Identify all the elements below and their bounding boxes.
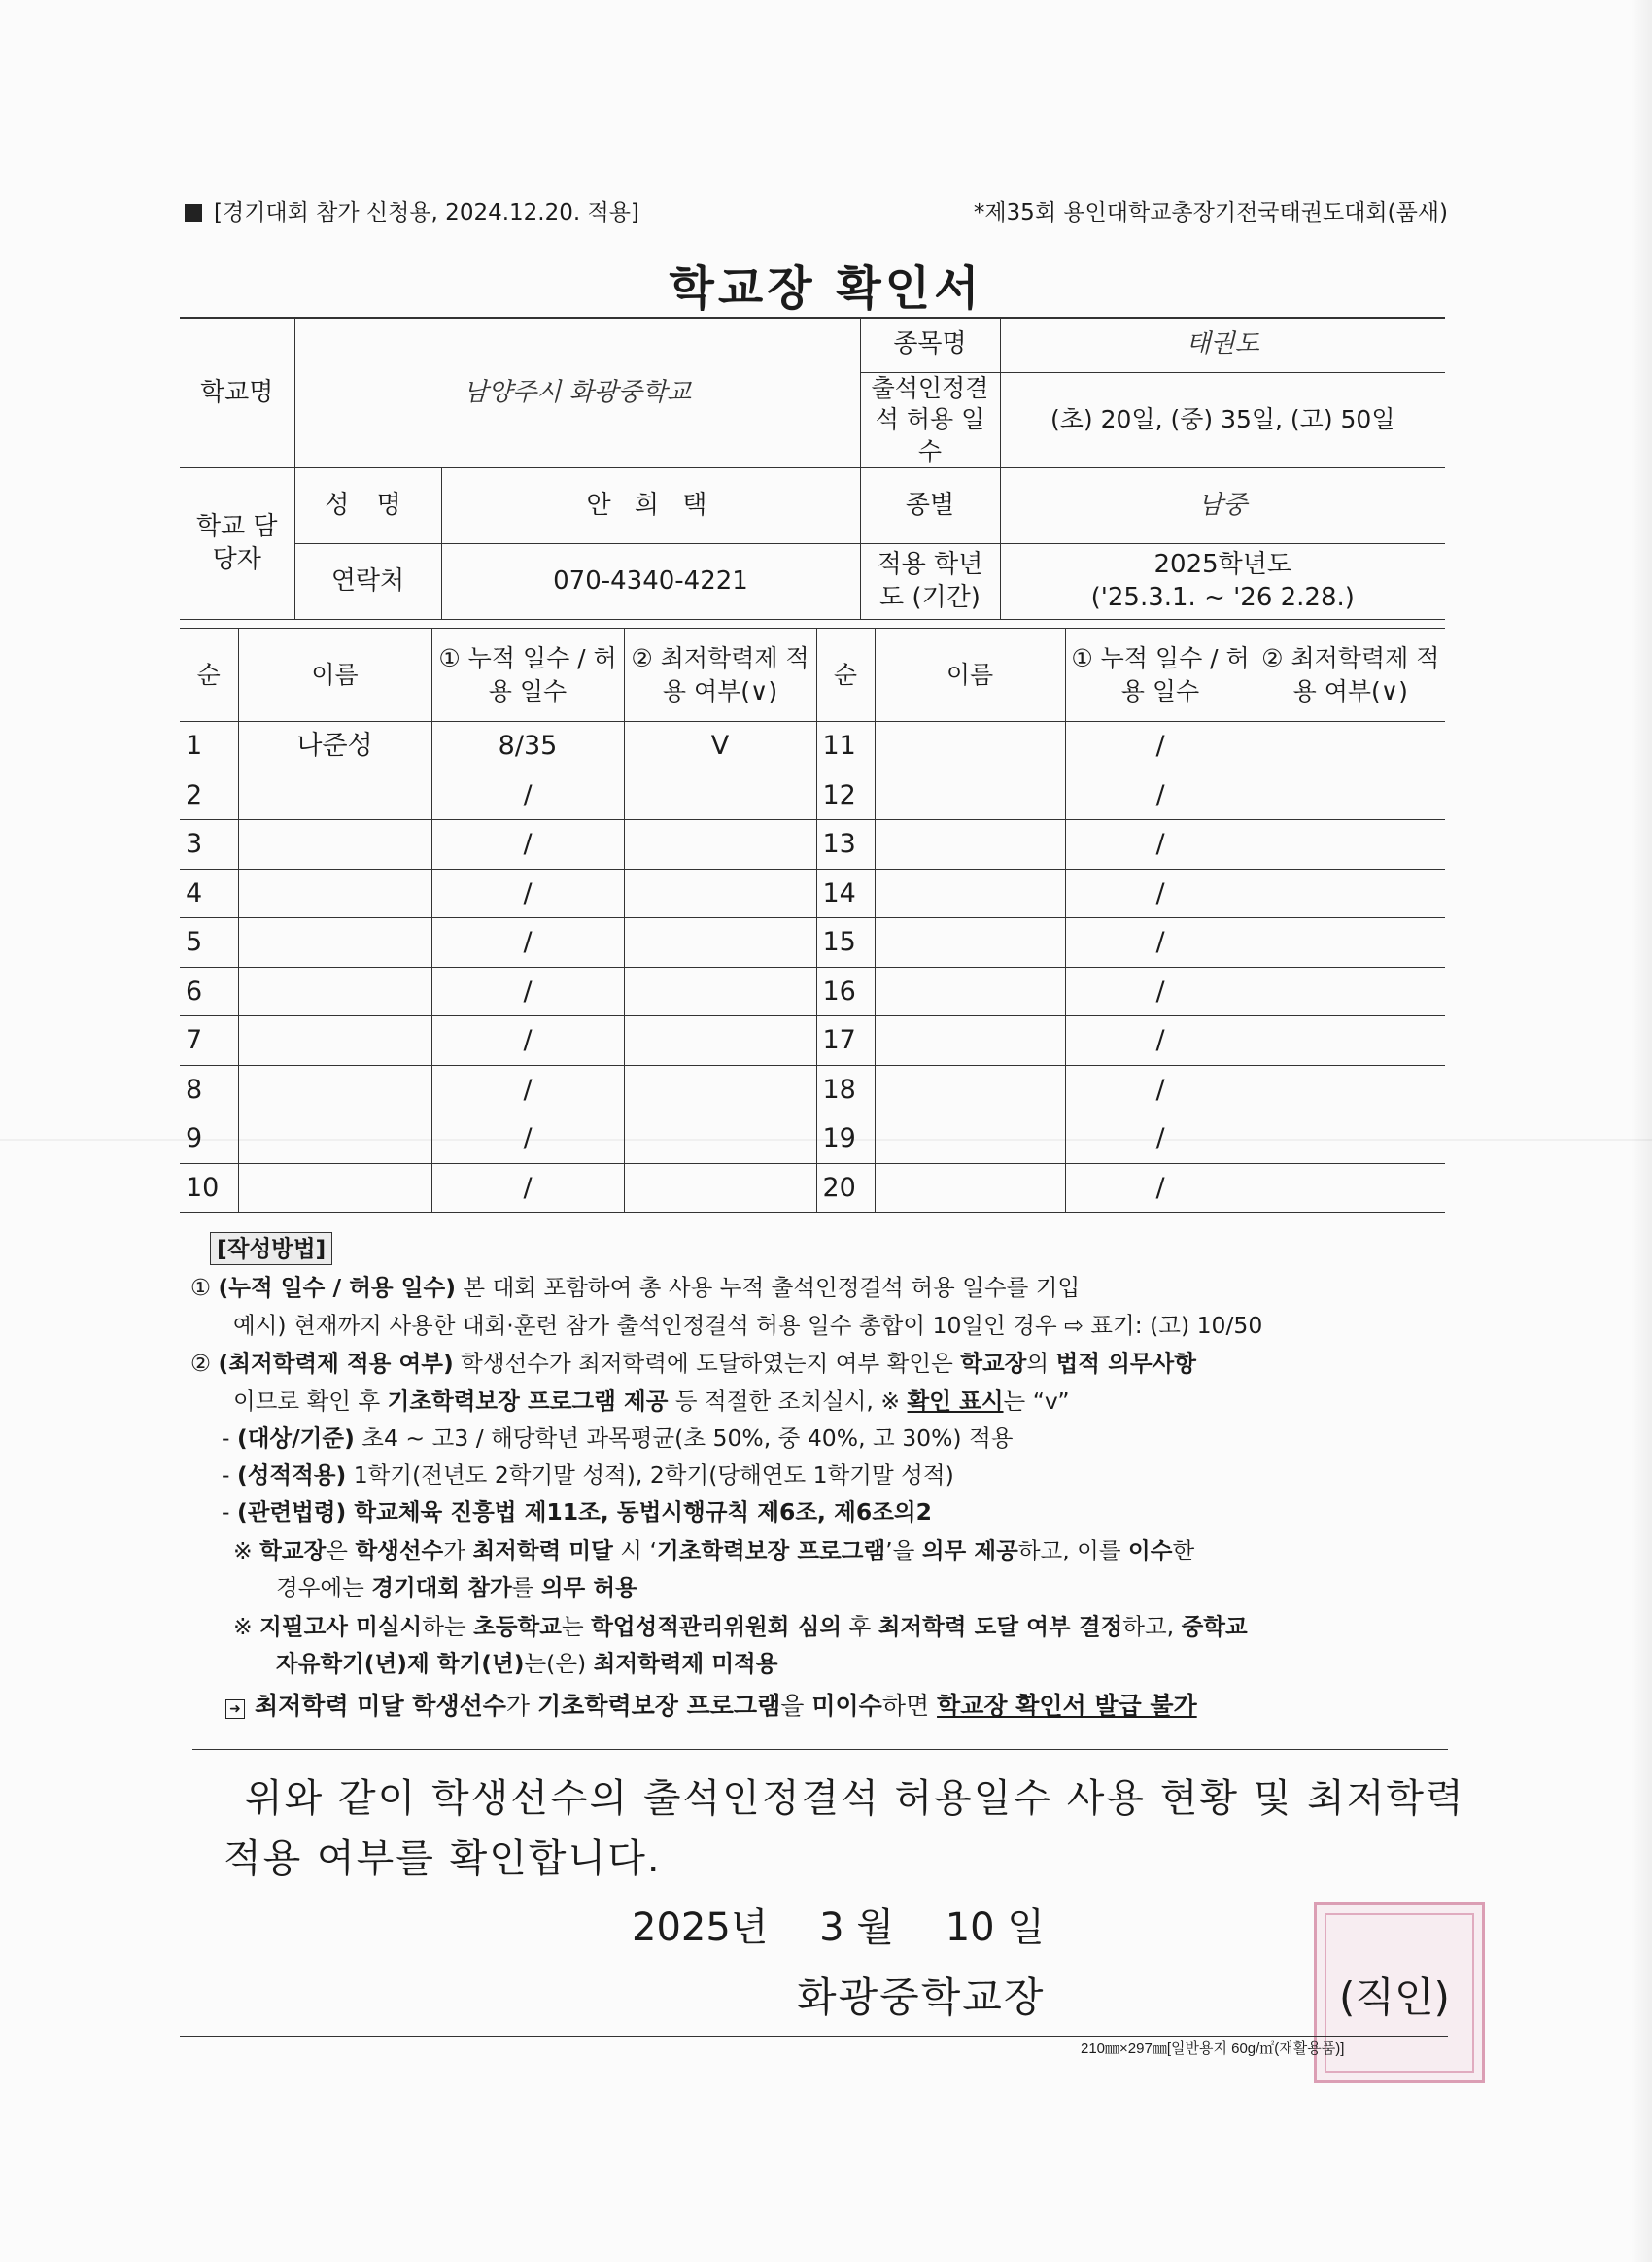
min-academic-check <box>624 869 816 918</box>
min-academic-check <box>624 918 816 968</box>
accumulated-days: / <box>1065 918 1256 968</box>
t: 시 ‘ <box>612 1537 657 1564</box>
accumulated-days: / <box>1065 1114 1256 1164</box>
table-row <box>180 771 1445 820</box>
header-days-right: ① 누적 일수 / 허용 일수 <box>1065 629 1256 722</box>
student-name <box>238 967 431 1016</box>
document-title: 학교장 확인서 <box>669 261 983 316</box>
header-days-left: ① 누적 일수 / 허용 일수 <box>431 629 624 722</box>
t: 이므로 확인 후 <box>233 1388 388 1415</box>
t: 최저학력제 미적용 <box>593 1650 778 1677</box>
min-academic-check <box>1256 1016 1445 1066</box>
min-academic-check <box>624 967 816 1016</box>
statement-line-1: 위와 같이 학생선수의 출석인정결석 허용일수 사용 현황 및 최저학력 <box>245 1776 1465 1821</box>
row-number: 9 <box>180 1114 238 1164</box>
t: 학교장 <box>259 1537 327 1564</box>
accumulated-days: / <box>431 918 624 968</box>
row-number: 20 <box>816 1163 875 1213</box>
t: 미이수 <box>811 1692 882 1720</box>
t: 최저학력 미달 <box>472 1537 613 1564</box>
accumulated-days: / <box>1065 1065 1256 1114</box>
detail-law <box>222 1496 932 1527</box>
arrow-box-icon: ➜ <box>225 1699 245 1719</box>
min-academic-check <box>624 1163 816 1213</box>
date-year: 2025년 <box>632 1905 769 1950</box>
accumulated-days: 8/35 <box>431 722 624 771</box>
student-name <box>238 918 431 968</box>
t: (성적적용) <box>236 1461 347 1489</box>
table-row <box>180 1163 1445 1213</box>
event-name-note: *제35회 용인대학교총장기전국태권도대회(품새) <box>973 200 1448 225</box>
student-table <box>180 628 1445 1213</box>
table-row <box>180 722 1445 771</box>
t: 가 <box>505 1692 538 1720</box>
accumulated-days: / <box>1065 1016 1256 1066</box>
table-row <box>180 967 1445 1016</box>
form-usage-note <box>185 194 639 226</box>
instruction-2-cont <box>233 1386 1070 1417</box>
instructions-heading: [작성방법] <box>210 1232 332 1265</box>
min-academic-check <box>624 820 816 870</box>
header-no-right: 순 <box>816 629 875 722</box>
event-value: 태권도 <box>1000 318 1445 372</box>
row-number: 13 <box>816 820 875 870</box>
student-name <box>238 1114 431 1164</box>
t: 후 <box>842 1613 878 1640</box>
seal-label: (직인) <box>1339 1973 1450 2021</box>
t: 경우에는 <box>276 1574 372 1601</box>
t: 확인 표시 <box>907 1388 1004 1415</box>
statement-line-2: 적용 여부를 확인합니다. <box>224 1836 662 1881</box>
accumulated-days: / <box>431 820 624 870</box>
t: 하는 <box>422 1613 474 1640</box>
t: 하고, <box>1122 1613 1182 1640</box>
accumulated-days: / <box>431 771 624 820</box>
t: 1학기(전년도 2학기말 성적), 2학기(당해연도 1학기말 성적) <box>346 1461 954 1489</box>
manager-label: 학교 담당자 <box>180 468 294 620</box>
t: 이수 <box>1128 1537 1173 1564</box>
t: - <box>222 1424 237 1452</box>
info-table <box>180 317 1445 620</box>
name-label: 성 명 <box>294 468 441 544</box>
note-1 <box>233 1535 1194 1566</box>
warning-line <box>225 1691 1197 1722</box>
school-value: 남양주시 화광중학교 <box>294 318 860 468</box>
header-no-left: 순 <box>180 629 238 722</box>
row-number: 8 <box>180 1065 238 1114</box>
contact-value: 070-4340-4221 <box>441 544 860 620</box>
t: ※ <box>233 1613 260 1640</box>
student-name <box>875 820 1065 870</box>
row-number: 16 <box>816 967 875 1016</box>
row-number: 6 <box>180 967 238 1016</box>
t: 기초학력보장 프로그램 제공 <box>387 1388 669 1415</box>
student-name <box>875 1016 1065 1066</box>
min-academic-check <box>1256 869 1445 918</box>
header-check-right: ② 최저학력제 적용 여부(∨) <box>1256 629 1445 722</box>
divider <box>192 1749 1448 1750</box>
t: 초등학교 <box>473 1613 562 1640</box>
t: 본 대회 포함하여 총 사용 누적 출석인정결석 허용 일수를 기입 <box>455 1274 1081 1301</box>
t: 을 <box>780 1692 812 1720</box>
min-academic-check <box>1256 820 1445 870</box>
t: 은 <box>326 1537 356 1564</box>
date-month: 3 월 <box>819 1905 894 1950</box>
min-academic-check <box>1256 1065 1445 1114</box>
table-row <box>180 1114 1445 1164</box>
t: - <box>222 1498 237 1525</box>
student-name <box>875 918 1065 968</box>
accumulated-days: / <box>431 967 624 1016</box>
student-name <box>238 1163 431 1213</box>
t: 한 <box>1172 1537 1195 1564</box>
row-number: 5 <box>180 918 238 968</box>
row-number: 7 <box>180 1016 238 1066</box>
allow-days-label: 출석인정결석 허용 일수 <box>860 372 1000 468</box>
t: 가 <box>443 1537 473 1564</box>
student-name <box>238 771 431 820</box>
accumulated-days: / <box>431 1065 624 1114</box>
year-label: 적용 학년도 (기간) <box>860 544 1000 620</box>
t: 초4 ~ 고3 / 해당학년 과목평균(초 50%, 중 40%, 고 30%) 적용 <box>354 1424 1014 1452</box>
t: 는(은) <box>524 1650 594 1677</box>
header-line <box>185 194 1448 233</box>
row-number: 1 <box>180 722 238 771</box>
t: 학생선수 <box>355 1537 444 1564</box>
accumulated-days: / <box>1065 820 1256 870</box>
min-academic-check: V <box>624 722 816 771</box>
contact-label: 연락처 <box>294 544 441 620</box>
t: 기초학력보장 프로그램 <box>537 1692 781 1720</box>
t: 학교장 <box>960 1350 1027 1377</box>
t: 지필고사 미실시 <box>259 1613 423 1640</box>
bottom-rule <box>180 2036 1448 2037</box>
t: 의무 허용 <box>540 1574 637 1601</box>
table-row <box>180 918 1445 968</box>
student-name <box>875 1065 1065 1114</box>
table-row <box>180 1065 1445 1114</box>
t: ① <box>190 1274 219 1301</box>
school-label: 학교명 <box>180 318 294 468</box>
t: 중학교 <box>1181 1613 1248 1640</box>
t: 학생선수가 최저학력에 도달하였는지 여부 확인은 <box>453 1350 961 1377</box>
t: (관련법령) 학교체육 진흥법 제11조, 동법시행규칙 제6조, 제6조의2 <box>236 1498 932 1525</box>
t: 의무 제공 <box>921 1537 1018 1564</box>
t: 학업성적관리위원회 심의 <box>591 1613 843 1640</box>
allow-days-value: (초) 20일, (중) 35일, (고) 50일 <box>1000 372 1445 468</box>
instruction-2 <box>190 1348 1196 1379</box>
t: 등 적절한 조치실시, ※ <box>668 1388 908 1415</box>
t: 의 <box>1026 1350 1056 1377</box>
accumulated-days: / <box>431 869 624 918</box>
t: 학교장 확인서 발급 불가 <box>937 1692 1197 1720</box>
t: 최저학력 도달 여부 결정 <box>878 1613 1123 1640</box>
student-name <box>875 869 1065 918</box>
category-label: 종별 <box>860 468 1000 544</box>
t: 기초학력보장 프로그램 <box>656 1537 886 1564</box>
student-name <box>875 1163 1065 1213</box>
year-cell <box>1000 544 1445 620</box>
t: 를 <box>511 1574 541 1601</box>
header-check-left: ② 최저학력제 적용 여부(∨) <box>624 629 816 722</box>
t: 법적 의무사항 <box>1055 1350 1196 1377</box>
year-value: 2025학년도 <box>1153 549 1292 579</box>
row-number: 12 <box>816 771 875 820</box>
t: 하고, 이를 <box>1017 1537 1129 1564</box>
row-number: 15 <box>816 918 875 968</box>
row-number: 2 <box>180 771 238 820</box>
t: (누적 일수 / 허용 일수) <box>218 1274 456 1301</box>
header-name-left: 이름 <box>238 629 431 722</box>
min-academic-check <box>1256 722 1445 771</box>
accumulated-days: / <box>1065 722 1256 771</box>
student-name <box>238 820 431 870</box>
issue-date <box>632 1897 1045 1952</box>
t: ※ <box>233 1537 260 1564</box>
student-name <box>238 1065 431 1114</box>
instruction-1 <box>190 1272 1080 1303</box>
accumulated-days: / <box>1065 771 1256 820</box>
student-name <box>875 1114 1065 1164</box>
t: 는 <box>561 1613 592 1640</box>
period-value: ('25.3.1. ~ '26 2.28.) <box>1090 582 1355 612</box>
min-academic-check <box>1256 967 1445 1016</box>
min-academic-check <box>624 771 816 820</box>
min-academic-check <box>1256 918 1445 968</box>
row-number: 11 <box>816 722 875 771</box>
min-academic-check <box>624 1114 816 1164</box>
min-academic-check <box>1256 1114 1445 1164</box>
table-row <box>180 1016 1445 1066</box>
note-1-cont <box>276 1572 637 1603</box>
t: 경기대회 참가 <box>371 1574 512 1601</box>
table-row <box>180 869 1445 918</box>
t: ’을 <box>885 1537 922 1564</box>
t: - <box>222 1461 237 1489</box>
date-day: 10 일 <box>945 1905 1045 1950</box>
t: 하면 <box>881 1692 938 1720</box>
name-value: 안 희 택 <box>441 468 860 544</box>
t: (최저학력제 적용 여부) <box>218 1350 454 1377</box>
min-academic-check <box>1256 1163 1445 1213</box>
detail-target <box>222 1422 1013 1454</box>
accumulated-days: / <box>1065 967 1256 1016</box>
note-2 <box>233 1611 1248 1642</box>
page-edge-shadow <box>1631 0 1652 2262</box>
accumulated-days: / <box>431 1163 624 1213</box>
event-label: 종목명 <box>860 318 1000 372</box>
row-number: 3 <box>180 820 238 870</box>
t: (대상/기준) <box>236 1424 355 1452</box>
accumulated-days: / <box>431 1114 624 1164</box>
t: 자유학기(년)제 학기(년) <box>276 1650 525 1677</box>
table-row <box>180 820 1445 870</box>
accumulated-days: / <box>1065 869 1256 918</box>
student-name: 나준성 <box>238 722 431 771</box>
instruction-1-example: 예시) 현재까지 사용한 대회·훈련 참가 출석인정결석 허용 일수 총합이 10일인 경우 ⇨ 표기: (고) 10/50 <box>233 1312 1263 1339</box>
min-academic-check <box>624 1016 816 1066</box>
category-value: 남중 <box>1000 468 1445 544</box>
t: ② <box>190 1350 219 1377</box>
row-number: 14 <box>816 869 875 918</box>
detail-grades <box>222 1459 954 1491</box>
principal-name: 화광중학교장 <box>797 1973 1046 2021</box>
t: 는 “v” <box>1003 1388 1070 1415</box>
note-2-cont <box>276 1648 777 1679</box>
student-name <box>238 869 431 918</box>
student-name <box>238 1016 431 1066</box>
square-bullet-icon <box>185 204 202 222</box>
student-name <box>875 967 1065 1016</box>
row-number: 10 <box>180 1163 238 1213</box>
form-usage-text: [경기대회 참가 신청용, 2024.12.20. 적용] <box>214 200 639 225</box>
t: 최저학력 미달 학생선수 <box>255 1692 506 1720</box>
header-name-right: 이름 <box>875 629 1065 722</box>
min-academic-check <box>1256 771 1445 820</box>
student-name <box>875 771 1065 820</box>
accumulated-days: / <box>431 1016 624 1066</box>
instructions-heading-row <box>210 1232 332 1265</box>
accumulated-days: / <box>1065 1163 1256 1213</box>
row-number: 17 <box>816 1016 875 1066</box>
student-name <box>875 722 1065 771</box>
row-number: 19 <box>816 1114 875 1164</box>
row-number: 18 <box>816 1065 875 1114</box>
min-academic-check <box>624 1065 816 1114</box>
paper-spec: 210㎜×297㎜[일반용지 60g/㎡(재활용품)] <box>1081 2040 1345 2057</box>
row-number: 4 <box>180 869 238 918</box>
